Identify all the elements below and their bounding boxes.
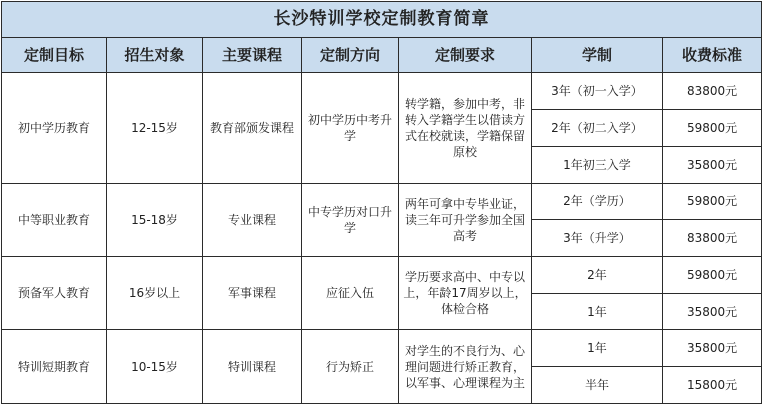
column-header-course: 主要课程 bbox=[203, 37, 302, 73]
requirement-cell: 学历要求高中、中专以上，年龄17周岁以上，体检合格 bbox=[399, 257, 532, 330]
duration-cell: 半年 bbox=[532, 367, 663, 404]
age-cell: 16岁以上 bbox=[107, 257, 203, 330]
column-header-direction: 定制方向 bbox=[302, 37, 399, 73]
column-header-age: 招生对象 bbox=[107, 37, 203, 73]
table-row bbox=[2, 330, 762, 367]
admissions-sheet bbox=[1, 1, 761, 404]
fee-cell: 35800元 bbox=[663, 146, 762, 183]
requirement-cell: 转学籍，参加中考，非转入学籍学生以借读方式在校就读，学籍保留原校 bbox=[399, 73, 532, 183]
target-cell: 特训短期教育 bbox=[2, 330, 107, 404]
duration-cell: 2年（初二入学） bbox=[532, 110, 663, 147]
column-header-duration: 学制 bbox=[532, 37, 663, 73]
duration-cell: 1年初三入学 bbox=[532, 146, 663, 183]
target-cell: 中等职业教育 bbox=[2, 183, 107, 256]
course-cell: 教育部颁发课程 bbox=[203, 73, 302, 183]
fee-cell: 15800元 bbox=[663, 367, 762, 404]
page-title: 长沙特训学校定制教育简章 bbox=[2, 2, 762, 38]
fee-cell: 83800元 bbox=[663, 73, 762, 110]
column-header-requirement: 定制要求 bbox=[399, 37, 532, 73]
course-cell: 专业课程 bbox=[203, 183, 302, 256]
duration-cell: 3年（初一入学） bbox=[532, 73, 663, 110]
duration-cell: 1年 bbox=[532, 330, 663, 367]
direction-cell: 应征入伍 bbox=[302, 257, 399, 330]
header-row bbox=[2, 37, 762, 73]
admissions-table bbox=[1, 1, 762, 404]
table-row bbox=[2, 73, 762, 110]
course-cell: 特训课程 bbox=[203, 330, 302, 404]
age-cell: 10-15岁 bbox=[107, 330, 203, 404]
age-cell: 12-15岁 bbox=[107, 73, 203, 183]
duration-cell: 2年（学历） bbox=[532, 183, 663, 220]
direction-cell: 行为矫正 bbox=[302, 330, 399, 404]
duration-cell: 2年 bbox=[532, 257, 663, 294]
target-cell: 预备军人教育 bbox=[2, 257, 107, 330]
fee-cell: 59800元 bbox=[663, 257, 762, 294]
duration-cell: 3年（升学） bbox=[532, 220, 663, 257]
fee-cell: 59800元 bbox=[663, 110, 762, 147]
fee-cell: 35800元 bbox=[663, 330, 762, 367]
column-header-fee: 收费标准 bbox=[663, 37, 762, 73]
column-header-target: 定制目标 bbox=[2, 37, 107, 73]
fee-cell: 59800元 bbox=[663, 183, 762, 220]
course-cell: 军事课程 bbox=[203, 257, 302, 330]
table-row bbox=[2, 257, 762, 294]
fee-cell: 35800元 bbox=[663, 293, 762, 330]
age-cell: 15-18岁 bbox=[107, 183, 203, 256]
table-row bbox=[2, 183, 762, 220]
target-cell: 初中学历教育 bbox=[2, 73, 107, 183]
direction-cell: 中专学历对口升学 bbox=[302, 183, 399, 256]
duration-cell: 1年 bbox=[532, 293, 663, 330]
title-row bbox=[2, 2, 762, 38]
fee-cell: 83800元 bbox=[663, 220, 762, 257]
direction-cell: 初中学历中考升学 bbox=[302, 73, 399, 183]
requirement-cell: 两年可拿中专毕业证，读三年可升学参加全国高考 bbox=[399, 183, 532, 256]
requirement-cell: 对学生的不良行为、心理问题进行矫正教育，以军事、心理课程为主 bbox=[399, 330, 532, 404]
